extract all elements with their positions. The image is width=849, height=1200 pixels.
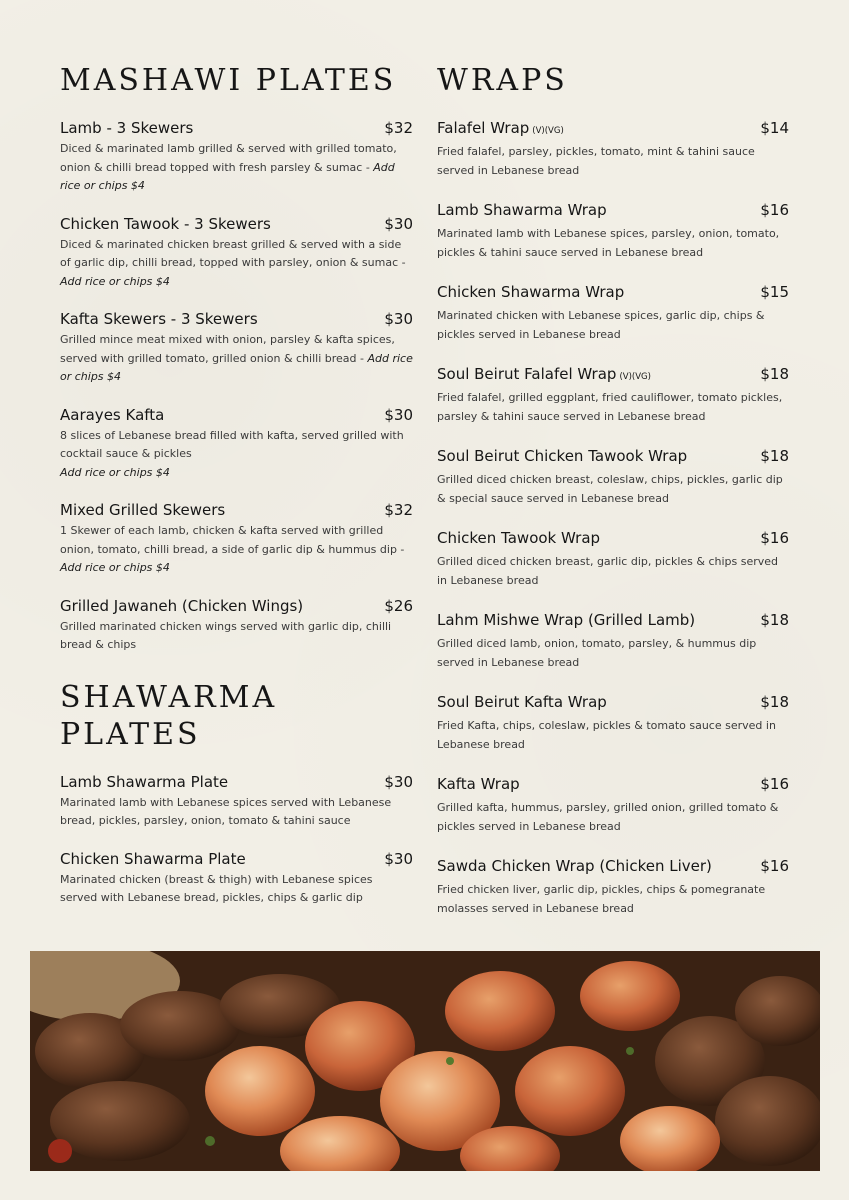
- menu-item-price: $16: [760, 857, 789, 875]
- menu-item-name: [437, 857, 715, 879]
- mashawi-items-list: [60, 119, 413, 655]
- menu-item-price: $16: [760, 201, 789, 219]
- menu-item-description: Fried falafel, grilled eggplant, fried cauliflower, tomato pickles, parsley & tahini sauce served in Lebanese bread: [437, 391, 783, 423]
- menu-item-description: [60, 236, 413, 292]
- menu-item-header: [60, 850, 413, 869]
- menu-item-header: [437, 447, 789, 469]
- menu-item-header: [437, 201, 789, 223]
- menu-item-header: [437, 775, 789, 797]
- menu-item: [437, 529, 789, 590]
- menu-item-description: [60, 522, 413, 578]
- menu-item-header: [437, 283, 789, 305]
- dietary-tag: (V)(VG): [619, 372, 651, 382]
- menu-item-description: Marinated lamb with Lebanese spices served with Lebanese bread, pickles, parsley, onion, tomato & tahini sauce: [60, 795, 392, 827]
- menu-item-addon: Add rice or chips $4: [60, 465, 170, 479]
- menu-item-name-text: Sawda Chicken Wrap (Chicken Liver): [437, 857, 712, 875]
- menu-item-description: Fried Kafta, chips, coleslaw, pickles & tomato sauce served in Lebanese bread: [437, 719, 776, 751]
- menu-item-description: [60, 331, 413, 387]
- menu-item-description-text: Diced & marinated chicken breast grilled & served with a side of garlic dip, chilli bread, topped with parsley, onion & sumac -: [60, 237, 406, 269]
- menu-item-header: [437, 693, 789, 715]
- wraps-items-list: [437, 119, 789, 918]
- menu-item-price: $30: [384, 214, 413, 233]
- menu-item-name-text: Soul Beirut Kafta Wrap: [437, 693, 607, 711]
- menu-item-name: [437, 611, 698, 633]
- menu-item-name: [437, 529, 603, 551]
- menu-item-addon: Add rice or chips $4: [60, 274, 170, 288]
- shawarma-plates-heading: SHAWARMA PLATES: [60, 679, 278, 752]
- menu-item-name: [437, 693, 610, 715]
- menu-item-price: $18: [760, 611, 789, 629]
- menu-item-price: $16: [760, 775, 789, 793]
- menu-item: [437, 775, 789, 836]
- menu-item-description: [60, 618, 413, 655]
- menu-item-name-text: Falafel Wrap: [437, 119, 530, 137]
- menu-item-description-text: 1 Skewer of each lamb, chicken & kafta served with grilled onion, tomato, chilli bread, a side of garlic dip & hummus dip -: [60, 524, 405, 556]
- menu-item-header: [60, 310, 413, 329]
- menu-item-name: [437, 119, 564, 141]
- menu-item: [437, 693, 789, 754]
- menu-item-header: [437, 365, 789, 387]
- menu-item-description: Grilled diced chicken breast, garlic dip, pickles & chips served in Lebanese bread: [437, 555, 779, 587]
- menu-item-name: Lamb - 3 Skewers: [60, 119, 194, 137]
- menu-item-name: [437, 447, 690, 469]
- menu-item-description: Grilled diced chicken breast, coleslaw, chips, pickles, garlic dip & special sauce served in Lebanese bread: [437, 473, 783, 505]
- menu-item-header: [60, 215, 413, 234]
- menu-item-price: $14: [760, 119, 789, 137]
- menu-item-addon: Add rice or chips $4: [60, 160, 395, 192]
- menu-item-name: Kafta Skewers - 3 Skewers: [60, 310, 258, 328]
- menu-item-description: Grilled diced lamb, onion, tomato, parsley, & hummus dip served in Lebanese bread: [437, 637, 757, 669]
- food-photo-illustration: [30, 951, 820, 1171]
- menu-item-description: Marinated chicken with Lebanese spices, garlic dip, chips & pickles served in Lebanese bread: [437, 309, 765, 341]
- menu-item-price: $15: [760, 283, 789, 301]
- menu-item-name: Mixed Grilled Skewers: [60, 501, 226, 519]
- mashawi-plates-heading: MASHAWI PLATES: [60, 63, 397, 98]
- menu-item-name-text: Lahm Mishwe Wrap (Grilled Lamb): [437, 611, 696, 629]
- menu-item: [437, 447, 789, 508]
- shawarma-items-list: [60, 773, 413, 908]
- menu-item-price: $26: [384, 596, 413, 615]
- wraps-heading: WRAPS: [437, 63, 568, 98]
- menu-item-description-text: Diced & marinated lamb grilled & served with grilled tomato, onion & chilli bread topped with fresh parsley & sumac -: [60, 142, 397, 174]
- menu-item: [60, 406, 413, 483]
- menu-item-price: $32: [384, 119, 413, 137]
- left-column: [60, 62, 413, 927]
- menu-item-header: [437, 857, 789, 879]
- menu-item-description: Fried chicken liver, garlic dip, pickles, chips & pomegranate molasses served in Lebanese bread: [437, 883, 766, 915]
- menu-item-header: [437, 611, 789, 633]
- menu-item-description: [60, 427, 413, 483]
- menu-item-description-text: 8 slices of Lebanese bread filled with kafta, served grilled with cocktail sauce & pickles: [60, 428, 404, 460]
- menu-item: [437, 611, 789, 672]
- menu-item-name-text: Soul Beirut Chicken Tawook Wrap: [437, 447, 688, 465]
- menu-item-name: Lamb Shawarma Plate: [60, 772, 229, 791]
- menu-item: [60, 215, 413, 292]
- menu-item-name: Chicken Shawarma Plate: [60, 849, 246, 868]
- menu-item-price: $18: [760, 365, 789, 383]
- menu-item-description-text: Grilled mince meat mixed with onion, parsley & kafta spices, served with grilled tomato, grilled onion & chilli bread -: [60, 333, 395, 365]
- menu-item-description: Fried falafel, parsley, pickles, tomato, mint & tahini sauce served in Lebanese bread: [437, 145, 755, 177]
- menu-item-description: Marinated chicken (breast & thigh) with Lebanese spices served with Lebanese bread, pickles, chips & garlic dip: [60, 872, 373, 904]
- menu-item-price: $30: [384, 310, 413, 328]
- menu-item: [437, 283, 789, 344]
- menu-item-name-text: Chicken Shawarma Wrap: [437, 283, 625, 301]
- menu-item: [60, 773, 413, 831]
- menu-item-name-text: Kafta Wrap: [437, 775, 520, 793]
- menu-item-name-text: Chicken Tawook Wrap: [437, 529, 601, 547]
- menu-item-description: [60, 140, 413, 196]
- menu-item: [60, 119, 413, 196]
- menu-item: [437, 119, 789, 180]
- menu-item-name: [437, 201, 610, 223]
- menu-item-name: Aarayes Kafta: [60, 405, 165, 424]
- food-photo-grilled-skewers: [30, 951, 820, 1171]
- menu-item-name-text: Lamb Shawarma Wrap: [437, 201, 607, 219]
- menu-item-header: [60, 119, 413, 138]
- menu-item-addon: Add rice or chips $4: [60, 561, 170, 574]
- menu-item-header: [60, 597, 413, 616]
- menu-item-header: [437, 529, 789, 551]
- dietary-tag: (V)(VG): [532, 126, 564, 136]
- menu-item: [437, 365, 789, 426]
- menu-item-name-text: Soul Beirut Falafel Wrap: [437, 365, 617, 383]
- menu-item-name: Chicken Tawook - 3 Skewers: [60, 214, 271, 233]
- menu-item: [60, 310, 413, 387]
- menu-item-price: $30: [384, 772, 413, 791]
- right-column: [437, 62, 789, 939]
- menu-item-name: Grilled Jawaneh (Chicken Wings): [60, 596, 304, 615]
- menu-item: [60, 501, 413, 578]
- menu-item: [437, 201, 789, 262]
- menu-item-description-text: Grilled marinated chicken wings served with garlic dip, chilli bread & chips: [60, 619, 392, 651]
- menu-item: [437, 857, 789, 918]
- menu-item-price: $30: [384, 405, 413, 424]
- menu-item-header: [60, 773, 413, 792]
- menu-item-header: [60, 406, 413, 425]
- menu-item: [60, 850, 413, 908]
- menu-item: [60, 597, 413, 655]
- menu-item-header: [437, 119, 789, 141]
- menu-item-name: [437, 775, 523, 797]
- menu-item-description: Grilled kafta, hummus, parsley, grilled onion, grilled tomato & pickles served in Lebanese bread: [437, 801, 779, 833]
- menu-item-price: $18: [760, 693, 789, 711]
- menu-item-price: $18: [760, 447, 789, 465]
- menu-item-description: Marinated lamb with Lebanese spices, parsley, onion, tomato, pickles & tahini sauce served in Lebanese bread: [437, 227, 780, 259]
- menu-item-price: $32: [384, 501, 413, 519]
- menu-item-addon: Add rice or chips $4: [60, 351, 413, 383]
- menu-item-price: $16: [760, 529, 789, 547]
- menu-item-header: [60, 501, 413, 520]
- menu-item-name: [437, 283, 627, 305]
- menu-item-price: $30: [384, 849, 413, 868]
- menu-item-name: [437, 365, 651, 387]
